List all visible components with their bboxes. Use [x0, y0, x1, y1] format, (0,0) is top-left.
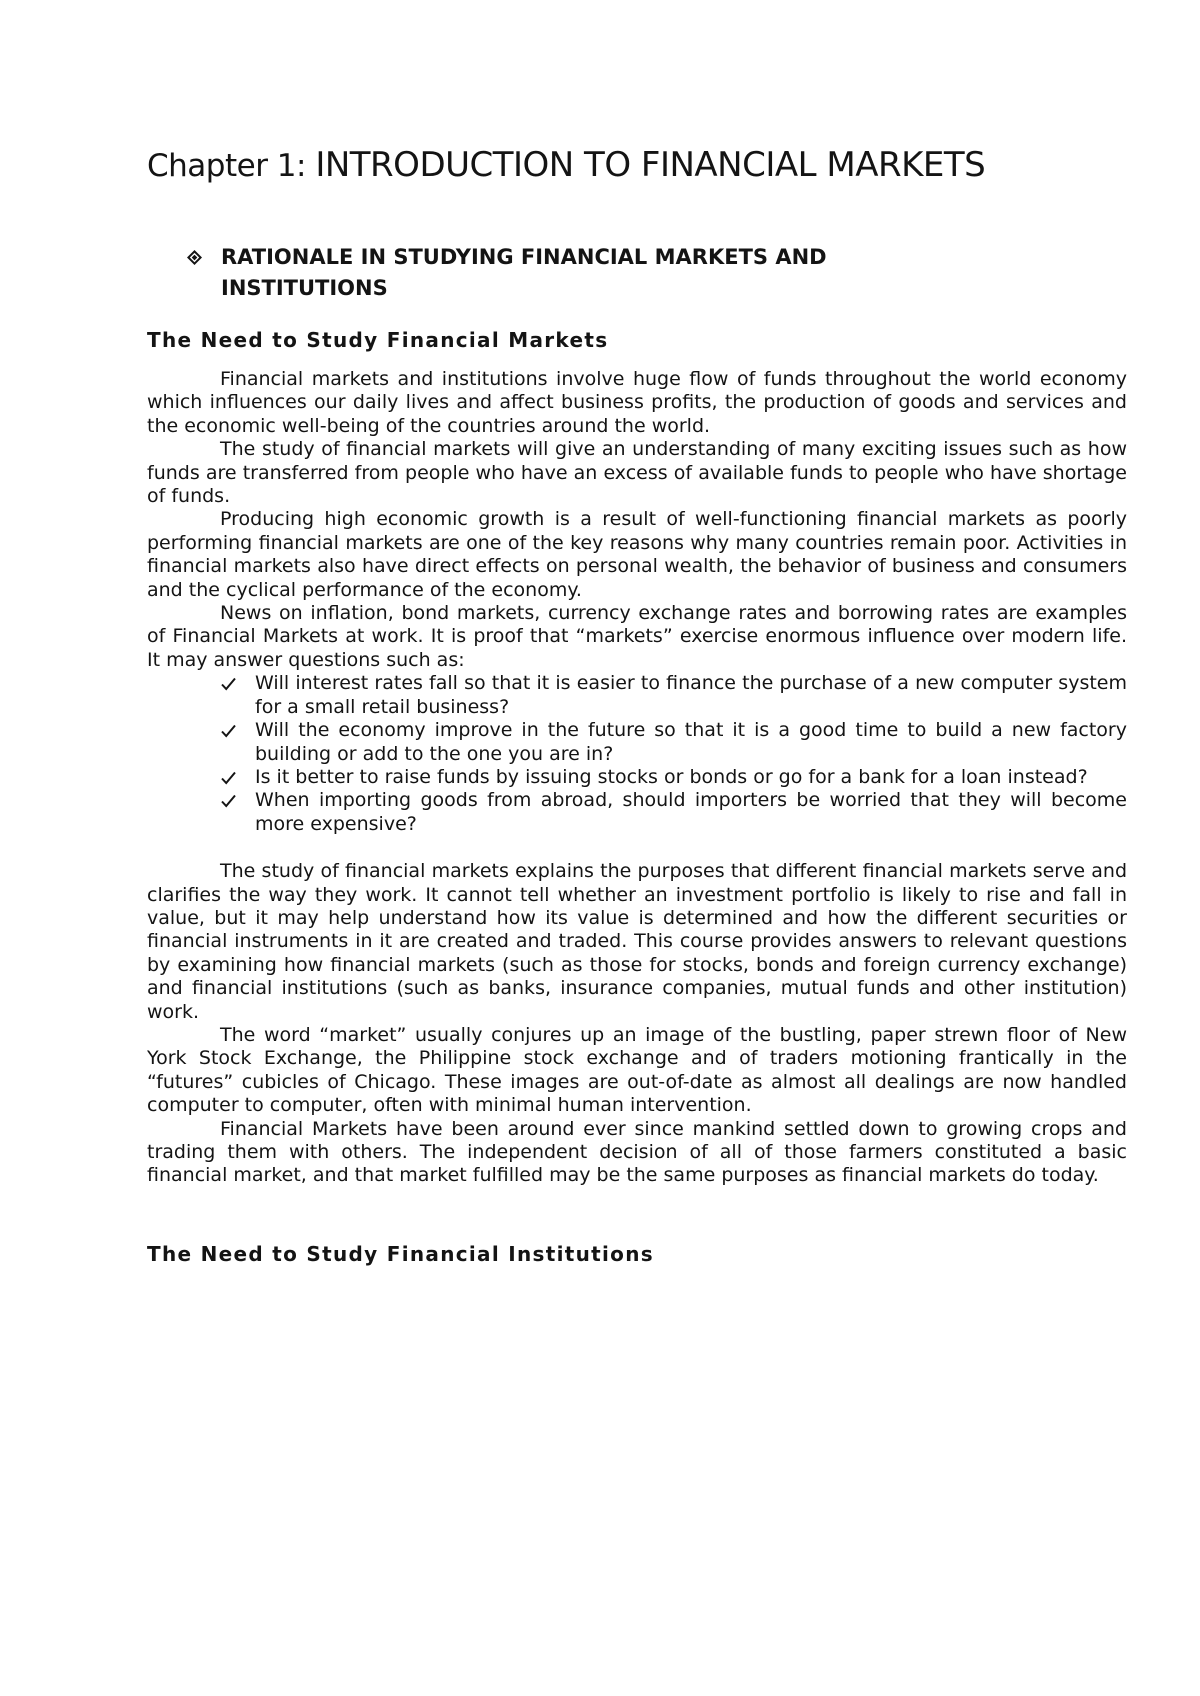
list-item — [147, 789, 1127, 836]
diamond-bullet-icon — [187, 250, 202, 265]
list-item-text: Will interest rates fall so that it is easier to finance the purchase of a new computer system for a small retail business? — [255, 672, 1127, 718]
list-item — [147, 672, 1127, 719]
question-list — [147, 672, 1127, 836]
paragraph: Producing high economic growth is a result of well-functioning financial markets as poorly performing financial markets are one of the key reasons why many countries remain poor. Activities in financial markets also have direct effects on personal wealth, the behavior of business and consumers and the cyclical performance of the economy. — [147, 508, 1127, 601]
paragraph: Financial markets and institutions involve huge flow of funds throughout the world economy which influences our daily lives and affect business profits, the production of goods and services and the economic well-being of the countries around the world. — [147, 368, 1127, 437]
chapter-label: Chapter 1: — [147, 148, 316, 184]
subheading-institutions: The Need to Study Financial Institutions — [147, 1241, 654, 1266]
document-page — [147, 142, 1127, 1268]
paragraph: Financial Markets have been around ever since mankind settled down to growing crops and trading them with others. The independent decision of all of those farmers constituted a basic financial market, and that market fulfilled may be the same purposes as financial markets do today. — [147, 1117, 1127, 1187]
paragraph: The word “market” usually conjures up an image of the bustling, paper strewn floor of New York Stock Exchange, the Philippine stock exchange and of traders motioning frantically in the “futures” cubicles of Chicago. These images are out-of-date as almost all dealings are now handled computer to computer, often with minimal human intervention. — [147, 1023, 1127, 1117]
chapter-title-text: INTRODUCTION TO FINANCIAL MARKETS — [315, 145, 986, 185]
checkmark-icon — [221, 677, 236, 691]
paragraph: The study of financial markets will give an understanding of many exciting issues such as how funds are transferred from people who have an excess of available funds to people who have shortage of funds. — [147, 438, 1127, 508]
subheading-markets: The Need to Study Financial Markets — [147, 328, 609, 352]
checkmark-icon — [221, 794, 236, 808]
paragraph: News on inflation, bond markets, currency exchange rates and borrowing rates are examples of Financial Markets at work. It is proof that “markets” exercise enormous influence over modern life. It may answer questions such as: — [147, 602, 1127, 671]
section-heading-text: RATIONALE IN STUDYING FINANCIAL MARKETS AND INSTITUTIONS — [221, 245, 827, 300]
paragraph: The study of financial markets explains the purposes that different financial markets serve and clarifies the way they work. It cannot tell whether an investment portfolio is likely to rise and fall in value, but it may help understand how its value is determined and how the different securities or financial instruments in it are created and traded. This course provides answers to relevant questions by examining how financial markets (such as those for stocks, bonds and foreign currency exchange) and financial institutions (such as banks, insurance companies, mutual funds and other institution) work. — [147, 860, 1127, 1023]
chapter-title — [147, 142, 1127, 190]
list-item — [147, 766, 1127, 789]
section-heading — [147, 242, 941, 304]
checkmark-icon — [221, 771, 236, 785]
list-item — [147, 719, 1127, 766]
list-item-text: Is it better to raise funds by issuing stocks or bonds or go for a bank for a loan instead? — [255, 765, 1088, 788]
checkmark-icon — [221, 724, 236, 738]
list-item-text: When importing goods from abroad, should importers be worried that they will become more expensive? — [255, 789, 1127, 835]
list-item-text: Will the economy improve in the future so that it is a good time to build a new factory building or add to the one you are in? — [255, 719, 1127, 765]
